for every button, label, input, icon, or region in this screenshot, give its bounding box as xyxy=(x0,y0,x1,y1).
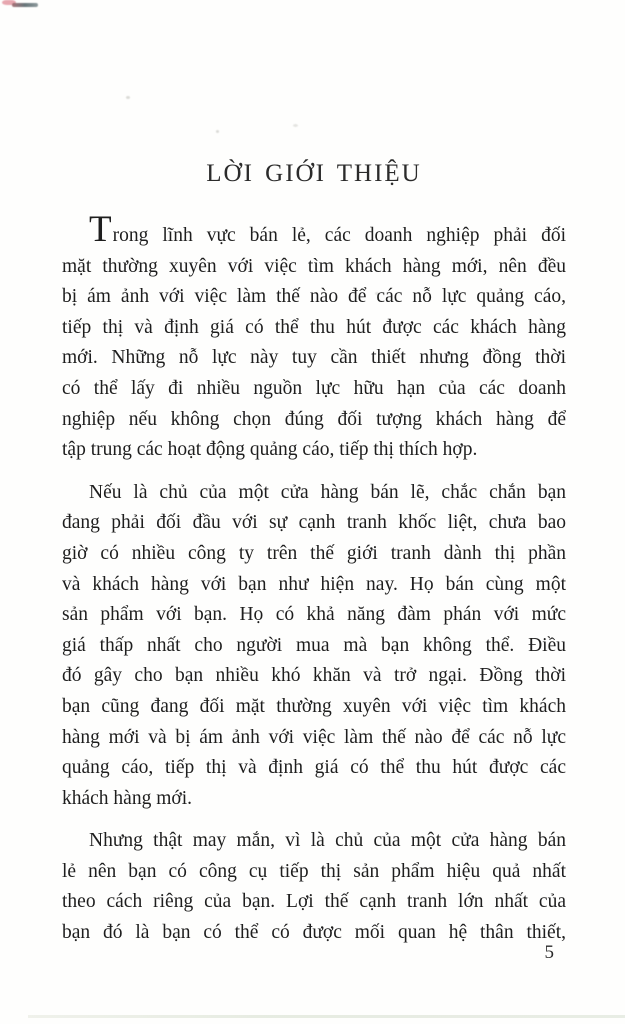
scan-speck xyxy=(216,130,219,133)
paragraph-3 xyxy=(62,826,566,948)
paragraph-2 xyxy=(62,478,566,815)
text-line: khách hàng mới. xyxy=(62,787,192,809)
text-line: bạn cũng đang đối mặt thường xuyên với việc tìm khách xyxy=(62,695,566,717)
page-title: LỜI GIỚI THIỆU xyxy=(206,160,422,187)
text-line: theo cách riêng của bạn. Lợi thế cạnh tranh lớn nhất của xyxy=(62,891,566,913)
scan-artifact-strip xyxy=(12,3,38,7)
text-line: giờ có nhiều công ty trên thế giới tranh dành thị phần xyxy=(62,542,566,564)
text-line xyxy=(62,209,566,252)
text-line: quảng cáo, tiếp thị và định giá có thể thu hút được các xyxy=(62,757,566,779)
text-line: có thể lấy đi nhiều nguồn lực hữu hạn của các doanh xyxy=(62,377,566,399)
text-line: bạn đó là bạn có thể có được mối quan hệ thân thiết, xyxy=(62,922,566,944)
text-line: lẻ nên bạn có công cụ tiếp thị sản phẩm hiệu quả nhất xyxy=(62,860,566,882)
text-line: Nhưng thật may mắn, vì là chủ của một cửa hàng bán xyxy=(89,830,566,852)
text-line: và khách hàng với bạn như hiện nay. Họ bán cùng một xyxy=(62,573,566,595)
text-line: nghiệp nếu không chọn đúng đối tượng khách hàng để xyxy=(62,408,566,430)
text-line: tập trung các hoạt động quảng cáo, tiếp thị thích hợp. xyxy=(62,439,478,461)
body-text xyxy=(62,209,566,961)
text-line: bị ám ảnh với việc làm thế nào để các nỗ lực quảng cáo, xyxy=(62,286,566,308)
text-line: hàng mới và bị ám ảnh với việc làm thế nào để các nỗ lực xyxy=(62,726,566,748)
text-line: mặt thường xuyên với việc tìm khách hàng mới, nên đều xyxy=(62,255,566,277)
text-line: giá thấp nhất cho người mua mà bạn không thể. Điều xyxy=(62,634,566,656)
text-line: Nếu là chủ của một cửa hàng bán lẽ, chắc chắn bạn xyxy=(89,481,566,503)
scan-speck xyxy=(126,96,130,99)
drop-cap: T xyxy=(89,209,113,250)
text-line: đang phải đối đầu với sự cạnh tranh khốc liệt, chưa bao xyxy=(62,512,566,534)
text-line: tiếp thị và định giá có thể thu hút được các khách hàng xyxy=(62,316,566,338)
text-line: sản phẩm với bạn. Họ có khả năng đàm phán với mức xyxy=(62,604,566,626)
paragraph-1 xyxy=(62,209,566,466)
scan-edge-line xyxy=(28,1015,625,1018)
scan-speck xyxy=(293,124,298,127)
page-number: 5 xyxy=(544,942,554,963)
text-line-content: rong lĩnh vực bán lẻ, các doanh nghiệp phải đối xyxy=(112,225,566,246)
text-line: mới. Những nỗ lực này tuy cần thiết nhưng đồng thời xyxy=(62,347,566,369)
text-line: đó gây cho bạn nhiều khó khăn và trở ngại. Đồng thời xyxy=(62,665,566,687)
